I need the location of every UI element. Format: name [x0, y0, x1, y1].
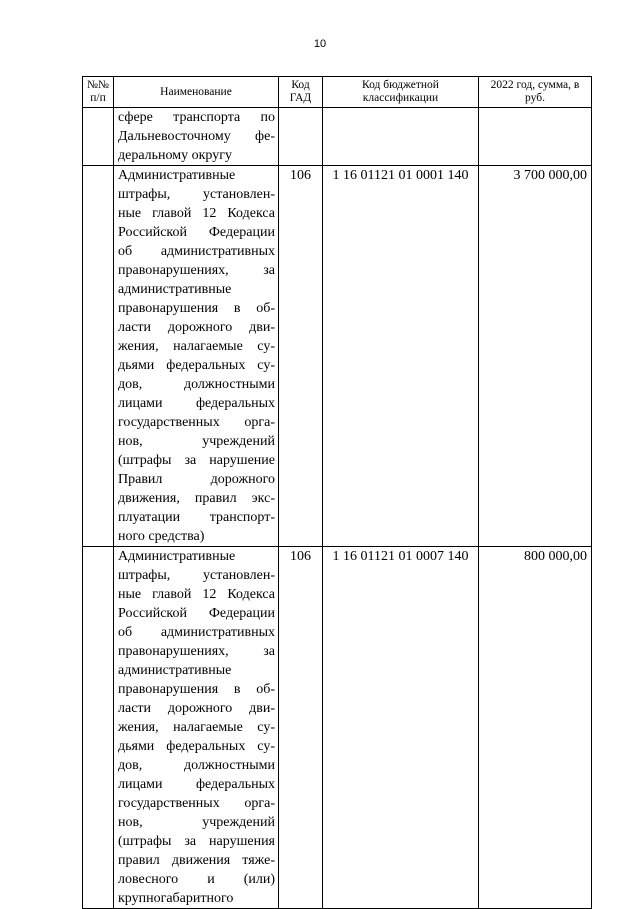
row-code-cell: 106	[279, 547, 323, 909]
name-line: Административные	[118, 168, 236, 183]
row-kbk-cell: 1 16 01121 01 0001 140	[323, 166, 479, 547]
name-line: государственных орга-	[118, 415, 275, 430]
name-line: дов, должностными	[118, 377, 275, 392]
name-line: нов, учреждений	[118, 434, 275, 449]
name-line: ные главой 12 Кодекса	[118, 587, 275, 602]
table-row	[83, 166, 592, 547]
name-line: крупногабаритного	[118, 891, 234, 906]
name-line: жения, налагаемые су-	[118, 339, 275, 354]
page-number: 10	[313, 38, 327, 50]
name-line: дьями федеральных су-	[118, 358, 275, 373]
name-line: государственных орга-	[118, 796, 275, 811]
name-line: сфере транспорта по	[118, 110, 275, 125]
name-line: лицами федеральных	[118, 396, 275, 411]
budget-table	[82, 76, 592, 909]
row-sum-cell: 800 000,00	[479, 547, 592, 909]
name-line: плуатации транспорт-	[118, 510, 275, 525]
name-line: ласти дорожного дви-	[118, 701, 275, 716]
row-code-cell: 106	[279, 166, 323, 547]
name-line: Дальневосточному фе-	[118, 129, 275, 144]
name-line: (штрафы за нарушение	[118, 453, 275, 468]
header-code: Код ГАД	[279, 77, 323, 108]
name-line: правонарушениях, за	[118, 263, 275, 278]
name-line: правонарушения в об-	[118, 682, 275, 697]
name-line: об административных	[118, 625, 275, 640]
row-sum-cell: 3 700 000,00	[479, 166, 592, 547]
name-line: нов, учреждений	[118, 815, 275, 830]
name-line: (штрафы за нарушения	[118, 834, 275, 849]
name-line: Правил дорожного	[118, 472, 275, 487]
name-line: ные главой 12 Кодекса	[118, 206, 275, 221]
name-line: Российской Федерации	[118, 606, 275, 621]
name-line: дов, должностными	[118, 758, 275, 773]
header-name: Наименование	[114, 77, 279, 108]
table-row	[83, 108, 592, 166]
name-line: административные	[118, 663, 232, 678]
name-line: об административных	[118, 244, 275, 259]
name-line: штрафы, установлен-	[118, 187, 275, 202]
header-kbk: Код бюджетной классификации	[323, 77, 479, 108]
name-line: административные	[118, 282, 232, 297]
name-line: движения, правил экс-	[118, 491, 275, 506]
row-kbk-cell	[323, 108, 479, 166]
name-line: правил движения тяже-	[118, 853, 275, 868]
name-line: штрафы, установлен-	[118, 568, 275, 583]
name-line: ного средства)	[118, 529, 205, 544]
row-num-cell	[83, 547, 114, 909]
table-header-row	[83, 77, 592, 108]
header-num: №№ п/п	[83, 77, 114, 108]
name-line: дьями федеральных су-	[118, 739, 275, 754]
name-line: деральному округу	[118, 148, 232, 163]
row-name-cell	[114, 547, 279, 909]
row-name-cell	[114, 108, 279, 166]
row-kbk-cell: 1 16 01121 01 0007 140	[323, 547, 479, 909]
header-sum: 2022 год, сумма, в руб.	[479, 77, 592, 108]
table-row	[83, 547, 592, 909]
row-code-cell	[279, 108, 323, 166]
name-line: жения, налагаемые су-	[118, 720, 275, 735]
name-line: лицами федеральных	[118, 777, 275, 792]
name-line: ловесного и (или)	[118, 872, 275, 887]
name-line: правонарушениях, за	[118, 644, 275, 659]
row-sum-cell	[479, 108, 592, 166]
name-line: правонарушения в об-	[118, 301, 275, 316]
name-line: Российской Федерации	[118, 225, 275, 240]
name-line: Административные	[118, 549, 236, 564]
name-line: ласти дорожного дви-	[118, 320, 275, 335]
row-num-cell	[83, 108, 114, 166]
row-name-cell	[114, 166, 279, 547]
row-num-cell	[83, 166, 114, 547]
